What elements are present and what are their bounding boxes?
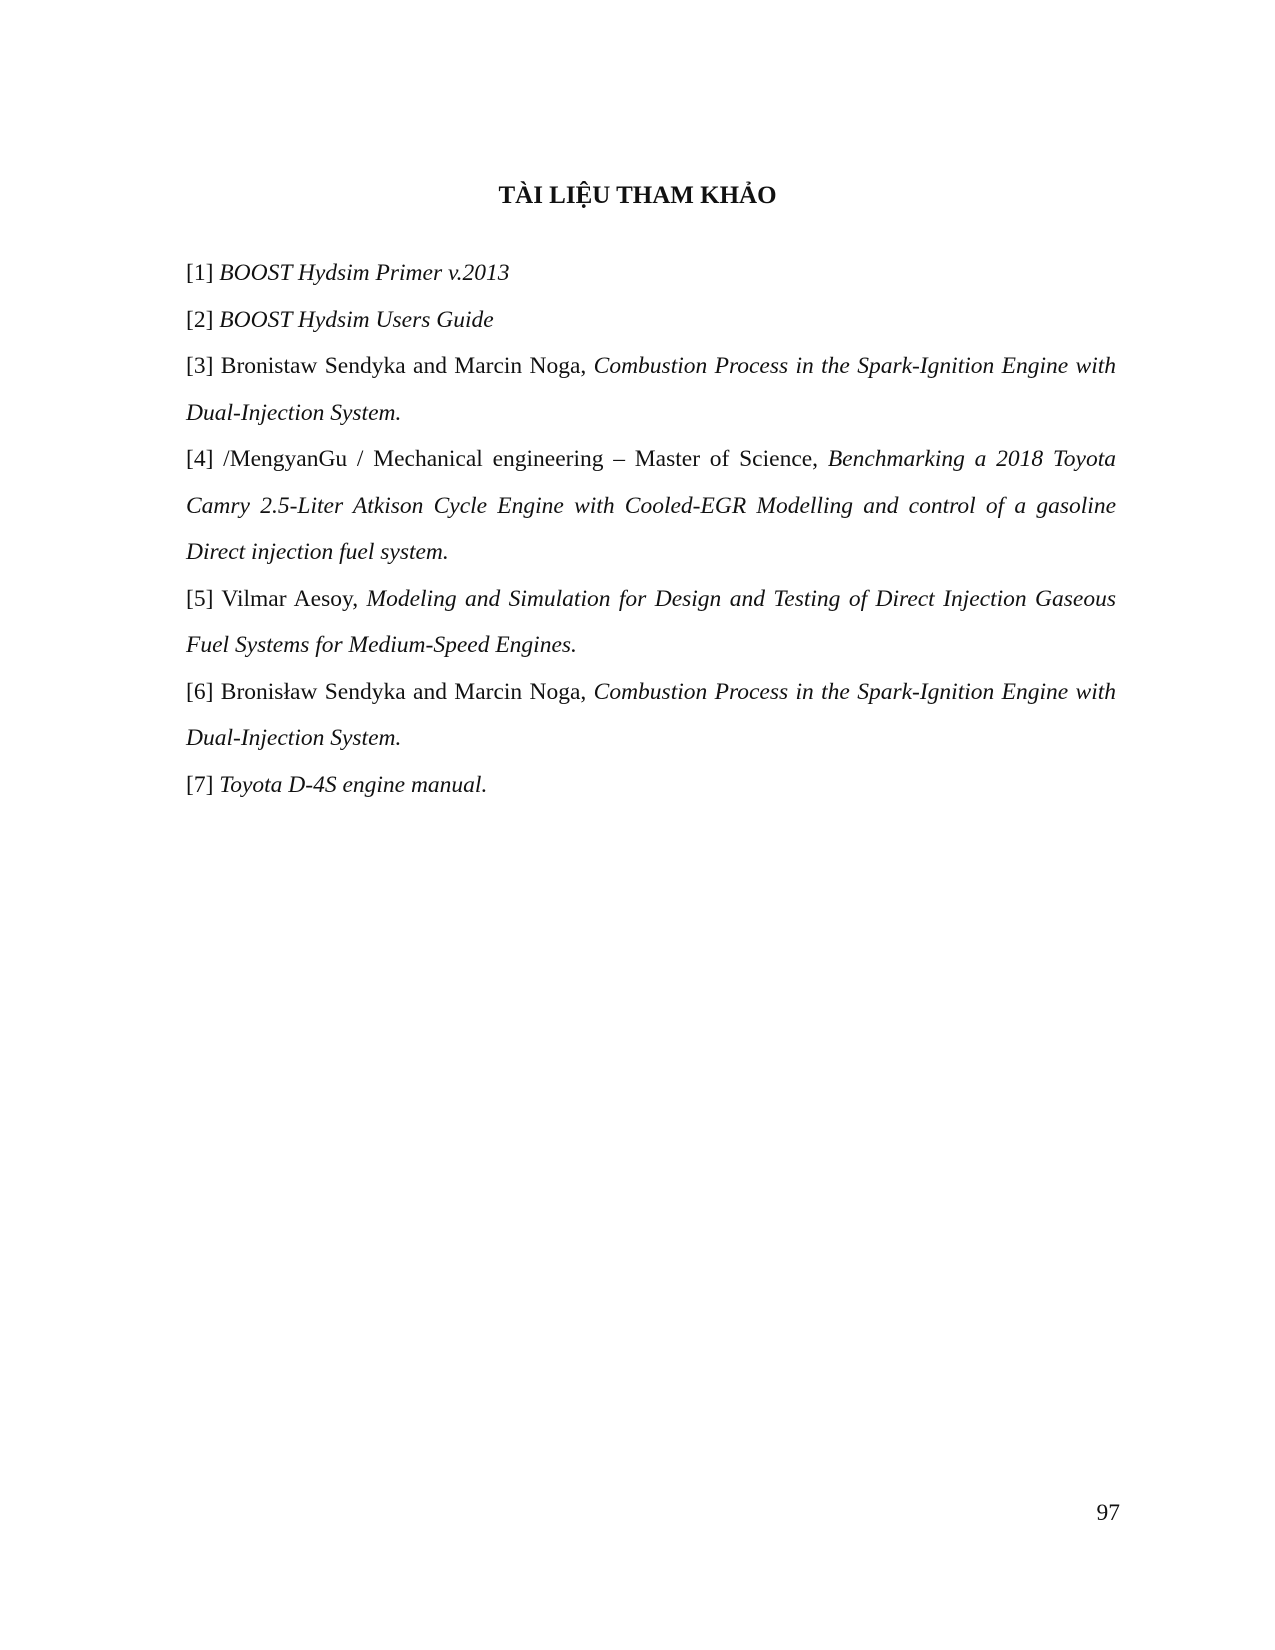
reference-number: [5] bbox=[186, 585, 214, 612]
page-title: TÀI LIỆU THAM KHẢO bbox=[498, 182, 777, 209]
reference-list bbox=[186, 250, 1116, 808]
reference-item-7 bbox=[186, 762, 1116, 809]
page-number: 97 bbox=[1096, 1500, 1120, 1526]
reference-authors: Bronisław Sendyka and Marcin Noga, bbox=[220, 678, 587, 705]
reference-title: Combustion Process in the Spark-Ignition Engine with Dual-Injection System. bbox=[186, 678, 1117, 751]
reference-authors: /MengyanGu / Mechanical engineering – Master of Science, bbox=[223, 446, 819, 472]
reference-item-1 bbox=[186, 250, 1116, 297]
reference-number: [6] bbox=[186, 678, 214, 705]
reference-title: Modeling and Simulation for Design and Testing of Direct Injection Gaseous Fuel Systems for Medium-Speed Engines. bbox=[186, 585, 1117, 658]
reference-title: Toyota D-4S engine manual. bbox=[219, 771, 488, 798]
reference-item-4 bbox=[186, 436, 1116, 576]
reference-item-5 bbox=[186, 576, 1116, 669]
reference-title: BOOST Hydsim Users Guide bbox=[219, 306, 494, 333]
reference-number: [7] bbox=[186, 771, 214, 798]
reference-number: [1] bbox=[186, 260, 214, 286]
reference-item-2 bbox=[186, 297, 1116, 344]
reference-authors: Bronistaw Sendyka and Marcin Noga, bbox=[220, 353, 587, 379]
reference-title: Benchmarking a 2018 Toyota Camry 2.5-Liter Atkison Cycle Engine with Cooled-EGR Modelling and control of a gasoline Direct injection fuel system. bbox=[186, 446, 1117, 565]
reference-item-3 bbox=[186, 343, 1116, 436]
reference-number: [4] bbox=[186, 446, 214, 472]
reference-title: Combustion Process in the Spark-Ignition Engine with Dual-Injection System. bbox=[186, 353, 1117, 426]
reference-number: [2] bbox=[186, 306, 214, 333]
reference-authors: Vilmar Aesoy, bbox=[221, 585, 359, 612]
reference-number: [3] bbox=[186, 353, 214, 379]
reference-title: BOOST Hydsim Primer v.2013 bbox=[219, 260, 510, 286]
reference-item-6 bbox=[186, 669, 1116, 762]
